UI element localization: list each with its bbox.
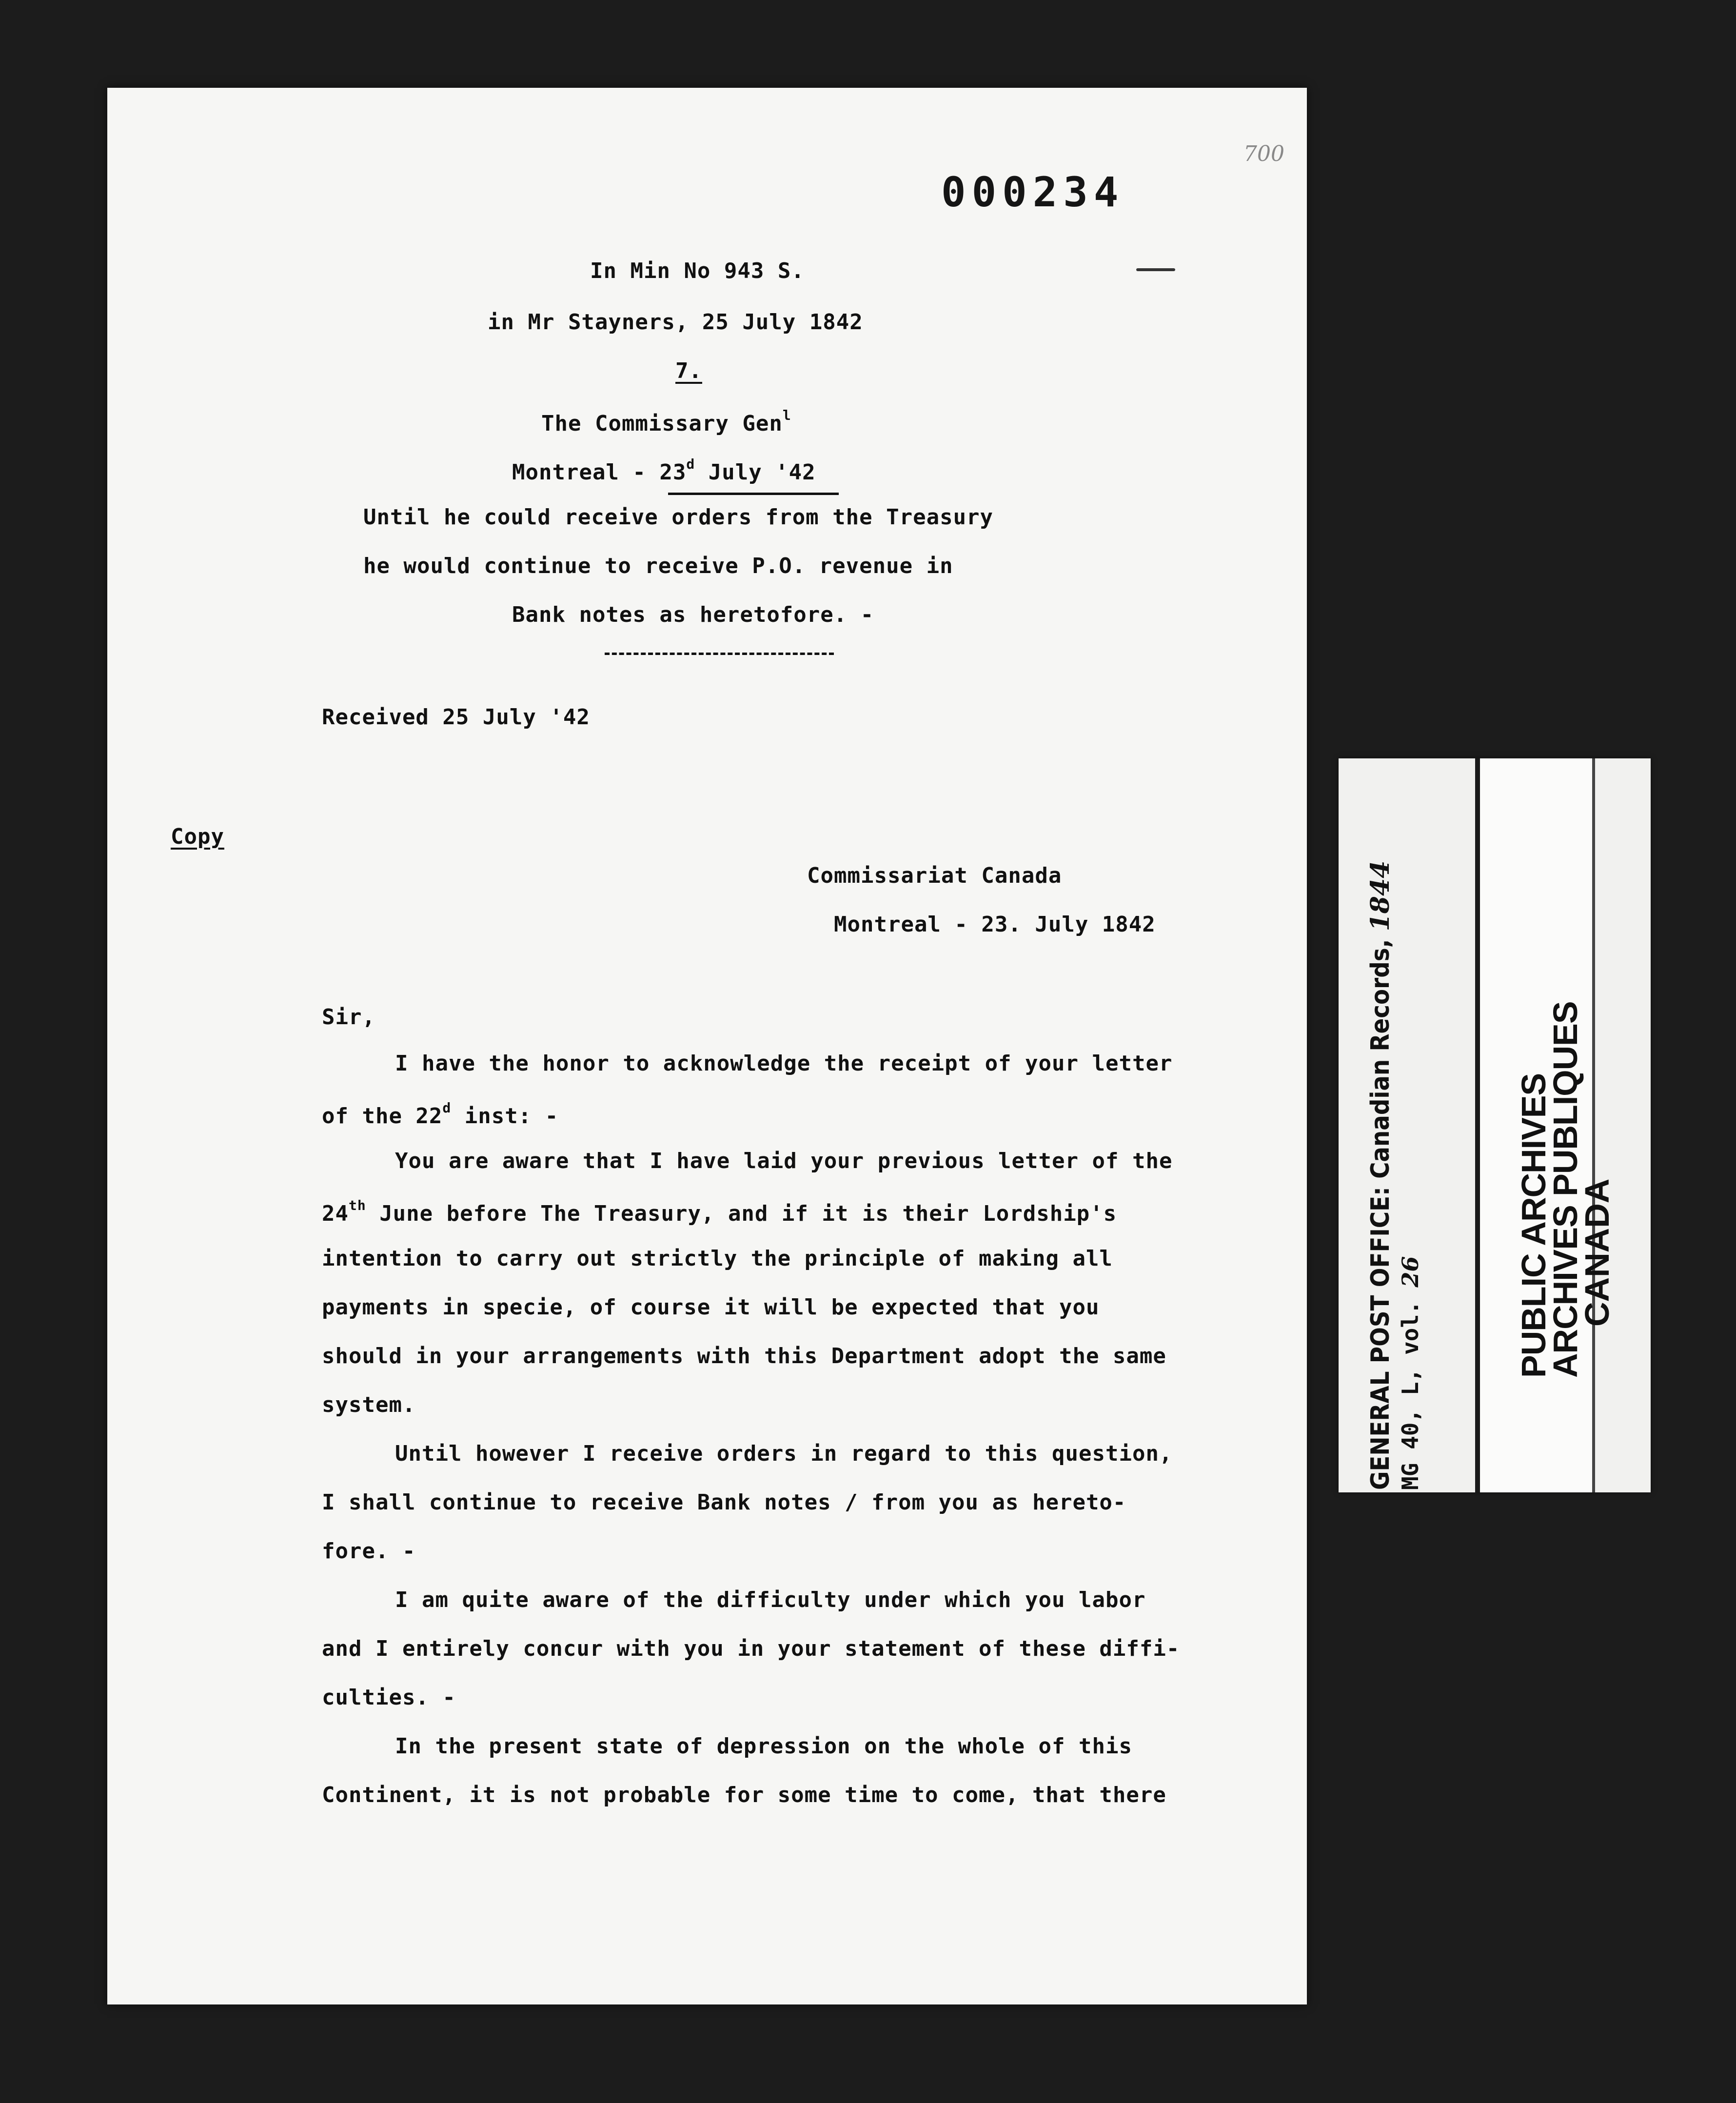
copy-label: Copy	[171, 824, 224, 849]
document-page	[107, 88, 1307, 2004]
minute-from-superscript: l	[782, 407, 791, 423]
letter-place-date: Montreal - 23. July 1842	[834, 912, 1156, 937]
body-line: Until however I receive orders in regard to this question,	[395, 1441, 1173, 1466]
minute-from	[541, 407, 791, 436]
archive-reference-label	[1339, 758, 1651, 1492]
body-superscript: d	[442, 1100, 452, 1116]
archives-stamp-line-3: CANADA	[1578, 1178, 1616, 1327]
folio-number-stamp: 000234	[941, 168, 1124, 216]
pencil-mark	[1136, 268, 1175, 271]
letter-office: Commissariat Canada	[807, 863, 1062, 888]
body-line: culties. -	[322, 1685, 456, 1710]
minute-reference: In Min No 943 S.	[590, 258, 805, 283]
body-superscript: th	[348, 1197, 366, 1213]
minute-summary-line-1: Until he could receive orders from the Treasury	[363, 505, 994, 530]
body-line	[322, 1197, 1117, 1226]
minute-date-superscript: d	[686, 456, 695, 472]
label-series-line	[1365, 861, 1395, 1490]
body-line: I am quite aware of the difficulty under which you labor	[395, 1587, 1146, 1612]
archives-stamp-line-1: PUBLIC ARCHIVES	[1515, 1073, 1553, 1378]
minute-date	[512, 456, 816, 485]
minute-location: in Mr Stayners, 25 July 1842	[488, 310, 863, 335]
label-volume-text: MG 40, L, vol.	[1397, 1287, 1423, 1490]
minute-date-rule	[668, 493, 839, 495]
minute-date-tail: July '42	[695, 460, 816, 485]
body-line: intention to carry out strictly the principle of making all	[322, 1246, 1113, 1271]
body-text: of the 22	[322, 1104, 443, 1129]
minute-number: 7.	[675, 358, 702, 383]
pencil-folio-number: 700	[1243, 141, 1284, 166]
label-volume-number-handwritten: 26	[1397, 1256, 1423, 1288]
minute-summary-line-3: Bank notes as heretofore. -	[512, 602, 874, 627]
body-line: system.	[322, 1392, 416, 1417]
label-volume-line	[1397, 1256, 1423, 1490]
salutation: Sir,	[322, 1005, 375, 1030]
body-text: inst: -	[451, 1104, 559, 1129]
minute-end-rule	[605, 653, 834, 655]
body-line: Continent, it is not probable for some time to come, that there	[322, 1783, 1166, 1807]
minute-summary-line-2: he would continue to receive P.O. revenue in	[363, 554, 953, 578]
label-series-year-handwritten: 1844	[1365, 860, 1395, 932]
body-line: fore. -	[322, 1539, 416, 1564]
minute-from-text: The Commissary Gen	[541, 411, 783, 436]
archives-stamp-line-2: ARCHIVES PUBLIQUES	[1546, 1001, 1584, 1378]
body-line	[322, 1100, 558, 1129]
body-line: In the present state of depression on the whole of this	[395, 1734, 1132, 1759]
label-series-text: GENERAL POST OFFICE: Canadian Records,	[1366, 931, 1395, 1490]
body-text: 24	[322, 1201, 349, 1226]
received-date: Received 25 July '42	[322, 705, 590, 730]
body-line: You are aware that I have laid your previous letter of the	[395, 1149, 1173, 1173]
minute-date-text: Montreal - 23	[512, 460, 687, 485]
body-line: payments in specie, of course it will be expected that you	[322, 1295, 1100, 1320]
body-line: I shall continue to receive Bank notes / from you as hereto-	[322, 1490, 1126, 1515]
body-text: June before The Treasury, and if it is their Lordship's	[366, 1201, 1117, 1226]
body-line: should in your arrangements with this Department adopt the same	[322, 1344, 1166, 1369]
body-line: and I entirely concur with you in your statement of these diffi-	[322, 1636, 1180, 1661]
body-line: I have the honor to acknowledge the receipt of your letter	[395, 1051, 1173, 1076]
